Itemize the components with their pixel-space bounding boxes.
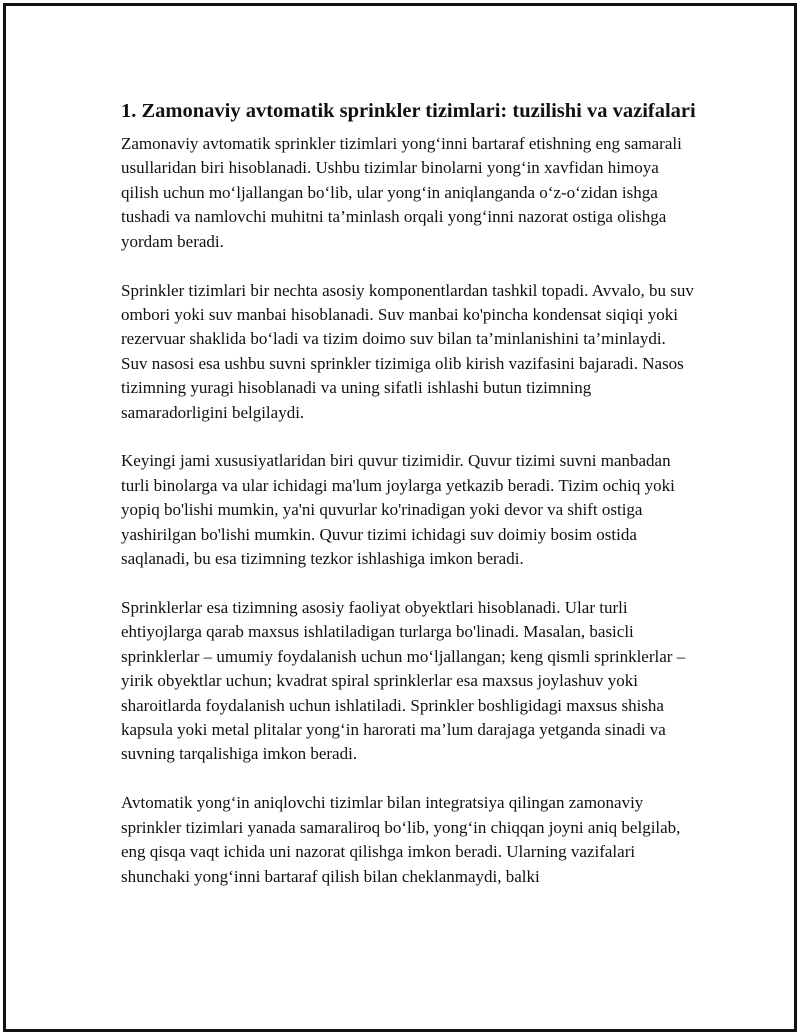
paragraph-integration: Avtomatik yong‘in aniqlovchi tizimlar bilan integratsiya qilingan zamonaviy sprinkler tizimlari yanada samaraliroq bo‘lib, yong‘in chiqqan joyni aniq belgilab, eng qisqa vaqt ichida uni nazorat qilishga imkon beradi. Ularning vazifalari shunchaki yong‘inni bartaraf qilish bilan cheklanmaydi, balki: [121, 793, 681, 886]
paragraph-piping: Keyingi jami xususiyatlaridan biri quvur tizimidir. Quvur tizimi suvni manbadan turli binolarga va ular ichidagi ma'lum joylarga yetkazib beradi. Tizim ochiq yoki yopiq bo'lishi mumkin, ya'ni quvurlar ko'rinadigan yoki devor va shift ostiga yashirilgan bo'lishi mumkin. Quvur tizimi ichidagi suv doimiy bosim ostida saqlanadi, bu esa tizimning tezkor ishlashiga imkon beradi.: [121, 451, 675, 569]
section-heading: 1. Zamonaviy avtomatik sprinkler tizimlari: tuzilishi va vazifalari: [121, 100, 696, 122]
paragraph-components: Sprinkler tizimlari bir nechta asosiy komponentlardan tashkil topadi. Avvalo, bu suv ombori yoki suv manbai hisoblanadi. Suv manbai ko'pincha kondensat siqiqi yoki rezervuar shaklida bo‘ladi va tizim doimo suv bilan ta’minlanishini ta’minlaydi. Suv nasosi esa ushbu suvni sprinkler tizimiga olib kirish vazifasini bajaradi. Nasos tizimning yuragi hisoblanadi va uning sifatli ishlashi butun tizimning samaradorligini belgilaydi.: [121, 280, 694, 422]
paragraph-intro: Zamonaviy avtomatik sprinkler tizimlari yong‘inni bartaraf etishning eng samarali usullaridan biri hisoblanadi. Ushbu tizimlar binolarni yong‘in xavfidan himoya qilish uchun mo‘ljallangan bo‘lib, ular yong‘in aniqlanganda o‘z-o‘zidan ishga tushadi va namlovchi muhitni ta’minlash orqali yong‘inni nazorat ostiga olishga yordam beradi.: [121, 134, 682, 251]
document-body: [121, 98, 696, 913]
page-frame: [3, 3, 797, 1032]
paragraph-sprinkler-types: Sprinklerlar esa tizimning asosiy faoliyat obyektlari hisoblanadi. Ular turli ehtiyojlarga qarab maxsus ishlatiladigan turlarga bo'linadi. Masalan, basicli sprinklerlar – umumiy foydalanish uchun mo‘ljallangan; keng qismli sprinklerlar – yirik obyektlar uchun; kvadrat spiral sprinklerlar esa maxsus joylashuv yoki sharoitlarda foydalanish uchun ishlatiladi. Sprinkler boshligidagi maxsus shisha kapsula yoki metal plitalar yong‘in harorati ma’lum darajaga yetganda sinadi va suvning tarqalishiga imkon beradi.: [121, 598, 686, 764]
